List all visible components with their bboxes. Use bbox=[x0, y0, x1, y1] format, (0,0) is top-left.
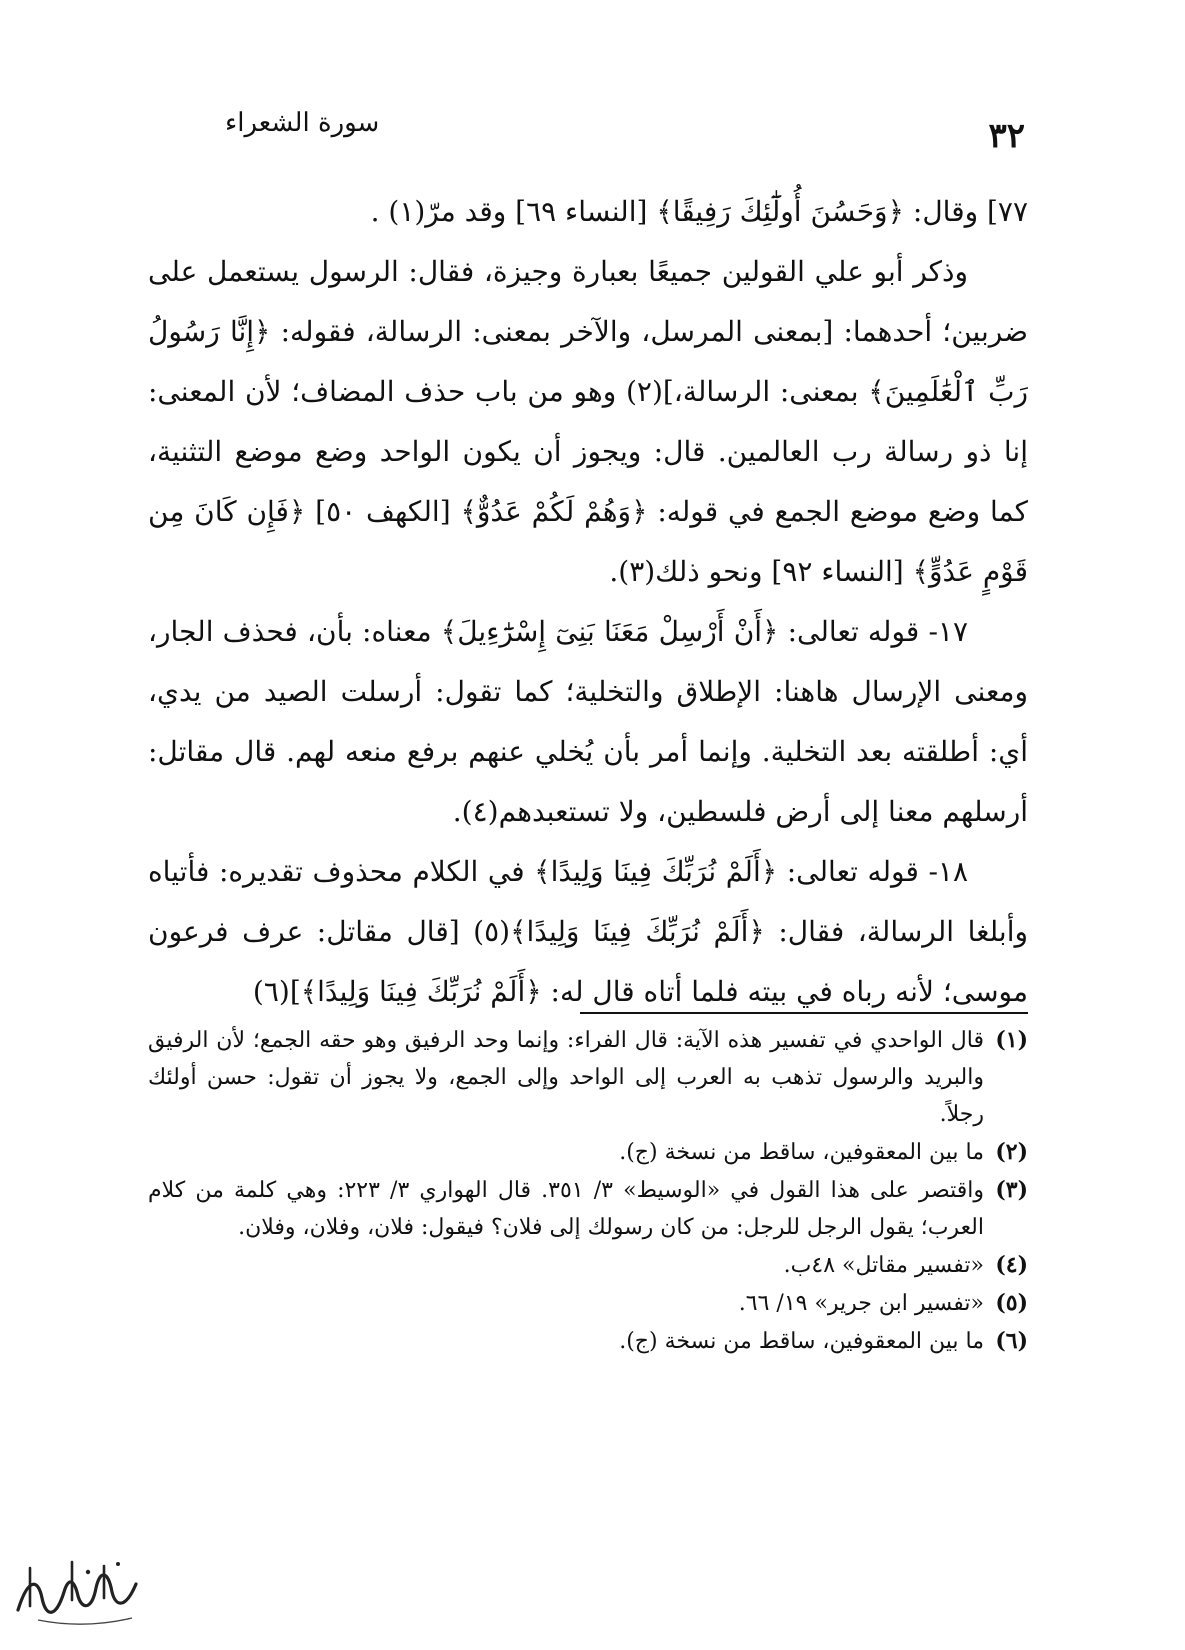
footnote-divider bbox=[580, 1012, 1028, 1014]
footnote-text: ما بين المعقوفين، ساقط من نسخة (ج). bbox=[619, 1140, 984, 1165]
footnote-number: (٢) bbox=[995, 1139, 1028, 1165]
surah-title: سورة الشعراء bbox=[225, 108, 380, 138]
footnote-text: «تفسير مقاتل» ٤٨ب. bbox=[783, 1253, 984, 1278]
footnote-item bbox=[148, 1285, 1028, 1322]
footnote-item bbox=[148, 1022, 1028, 1133]
footnote-item bbox=[148, 1172, 1028, 1246]
main-text bbox=[148, 182, 1028, 1022]
footnote-text: واقتصر على هذا القول في «الوسيط» ٣/ ٣٥١. قال الهواري ٣/ ٢٢٣: وهي كلمة من كلام العرب؛ يقول الرجل للرجل: من كان رسولك إلى فلان؟ فيقول: فلان، وفلان، وفلان. bbox=[148, 1178, 985, 1240]
footnote-item bbox=[148, 1134, 1028, 1171]
footnote-text: قال الواحدي في تفسير هذه الآية: قال الفراء: وإنما وحد الرفيق وهو حقه الجمع؛ لأن الرفيق والبريد والرسول تذهب به العرب إلى الواحد وإلى الجمع، ولا يجوز أن تقول: حسن أولئك رجلاً. bbox=[148, 1028, 984, 1127]
footnote-text: «تفسير ابن جرير» ١٩/ ٦٦. bbox=[738, 1291, 984, 1316]
footnote-item bbox=[148, 1323, 1028, 1360]
footnote-text: ما بين المعقوفين، ساقط من نسخة (ج). bbox=[619, 1329, 984, 1354]
page-number: ٣٢ bbox=[988, 116, 1025, 156]
page-header bbox=[225, 108, 1025, 158]
footnote-number: (٣) bbox=[995, 1177, 1028, 1203]
paragraph-1: ٧٧] وقال: ﴿وَحَسُنَ أُولَٰٓئِكَ رَفِيقًا﴾ [النساء ٦٩] وقد مرّ(١) . bbox=[370, 195, 1028, 228]
paragraph-3: ١٧- قوله تعالى: ﴿أَنْ أَرْسِلْ مَعَنَا بَنِىٓ إِسْرَٰٓءِيلَ﴾ معناه: بأن، فحذف الجار، ومعنى الإرسال هاهنا: الإطلاق والتخلية؛ كما تقول: أرسلت الصيد من يدي، أي: أطلقته بعد التخلية. وإنما أمر بأن يُخلي عنهم برفع منعه لهم. قال مقاتل: أرسلهم معنا إلى أرض فلسطين، ولا تستعبدهم(٤). bbox=[148, 615, 1028, 828]
footnotes bbox=[148, 1022, 1028, 1361]
footnote-number: (٦) bbox=[995, 1328, 1028, 1354]
footnote-number: (١) bbox=[995, 1027, 1028, 1053]
footnote-number: (٥) bbox=[995, 1290, 1028, 1316]
footnote-number: (٤) bbox=[995, 1252, 1028, 1278]
publisher-logo bbox=[8, 1548, 148, 1628]
paragraph-2: وذكر أبو علي القولين جميعًا بعبارة وجيزة، فقال: الرسول يستعمل على ضربين؛ أحدهما: [بمعنى المرسل، والآخر بمعنى: الرسالة، فقوله: ﴿إِنَّا رَسُولُ رَبِّ ٱلْعَٰلَمِينَ﴾ بمعنى: الرسالة،](٢) وهو من باب حذف المضاف؛ لأن المعنى: إنا ذو رسالة رب العالمين. قال: ويجوز أن يكون الواحد وضع موضع التثنية، كما وضع موضع الجمع في قوله: ﴿وَهُمْ لَكُمْ عَدُوٌّ﴾ [الكهف ٥٠] ﴿فَإِن كَانَ مِن قَوْمٍ عَدُوٍّ﴾ [النساء ٩٢] ونحو ذلك(٣). bbox=[148, 255, 1029, 588]
paragraph-4: ١٨- قوله تعالى: ﴿أَلَمْ نُرَبِّكَ فِينَا وَلِيدًا﴾ في الكلام محذوف تقديره: فأتياه وأبلغا الرسالة، فقال: ﴿أَلَمْ نُرَبِّكَ فِينَا وَلِيدًا﴾(٥) [قال مقاتل: عرف فرعون موسى؛ لأنه رباه في بيته فلما أتاه قال له: ﴿أَلَمْ نُرَبِّكَ فِينَا وَلِيدًا﴾](٦) bbox=[148, 855, 1028, 1008]
footnote-item bbox=[148, 1247, 1028, 1284]
